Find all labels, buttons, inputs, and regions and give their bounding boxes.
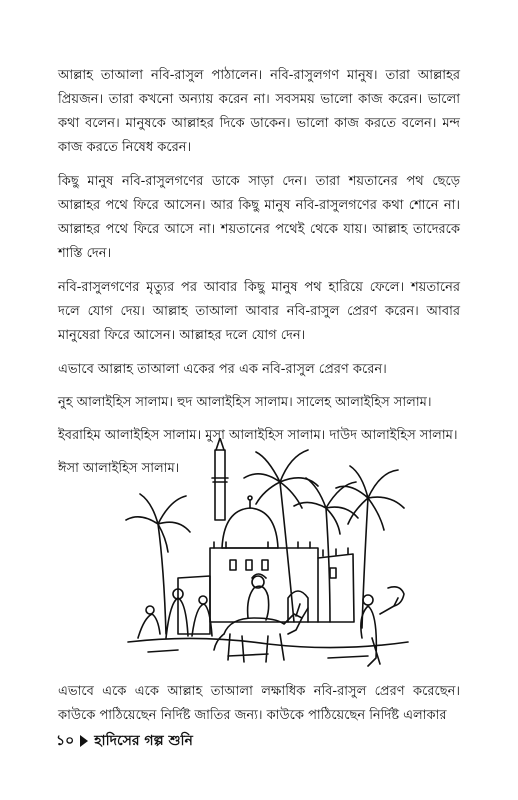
bottom-text-block: [58, 680, 460, 728]
mosque-palm-trees-travelers-illustration: [118, 438, 414, 674]
paragraph-prophet-names-1: নুহ আলাইহিস সালাম। হুদ আলাইহিস সালাম। সালেহ আলাইহিস সালাম।: [58, 395, 432, 410]
paragraph-prophet-names-2: ইবরাহিম আলাইহিস সালাম। মুসা আলাইহিস সালাম। দাউদ আলাইহিস সালাম।: [58, 428, 458, 443]
page-number: ১০: [56, 733, 75, 749]
paragraph-prophet-names-3: ঈসা আলাইহিস সালাম।: [58, 461, 180, 476]
main-text-block: [58, 64, 460, 490]
paragraph-people-respond: কিছু মানুষ নবি-রাসুলগণের ডাকে সাড়া দেন। তারা শয়তানের পথ ছেড়ে আল্লাহর পথে ফিরে আসেন। আর কিছু মানুষ নবি-রাসুলগণের কথা শোনে না। আল্লাহর পথে ফিরে আসে না। শয়তানের পথেই থেকে যায়। আল্লাহ তাদেরকে শাস্তি দেন।: [58, 174, 460, 261]
paragraph-one-after-another: এভাবে আল্লাহ তাআলা একের পর এক নবি-রাসুল প্রেরণ করেন।: [58, 362, 387, 377]
page-footer: [56, 730, 193, 752]
paragraph-after-death: নবি-রাসুলগণের মৃত্যুর পর আবার কিছু মানুষ পথ হারিয়ে ফেলে। শয়তানের দলে যোগ দেয়। আল্লাহ তাআলা আবার নবি-রাসুল প্রেরণ করেন। আবার মানুষেরা ফিরে আসেন। আল্লাহর দলে যোগ দেন।: [58, 280, 460, 343]
paragraph-prophets-intro: আল্লাহ তাআলা নবি-রাসুল পাঠালেন। নবি-রাসুলগণ মানুষ। তারা আল্লাহর প্রিয়জন। তারা কখনো অন্যায় করেন না। সবসময় ভালো কাজ করেন। ভালো কথা বলেন। মানুষকে আল্লাহর দিকে ডাকেন। ভালো কাজ করতে বলেন। মন্দ কাজ করতে নিষেধ করেন।: [58, 68, 460, 155]
triangle-right-icon: [80, 735, 88, 747]
paragraph-continuation: এভাবে একে একে আল্লাহ তাআলা লক্ষাধিক নবি-রাসুল প্রেরণ করেছেন। কাউকে পাঠিয়েছেন নির্দিষ্ট জাতির জন্য। কাউকে পাঠিয়েছেন নির্দিষ্ট এলাকার: [58, 684, 460, 723]
book-title: হাদিসের গল্প শুনি: [94, 733, 193, 749]
